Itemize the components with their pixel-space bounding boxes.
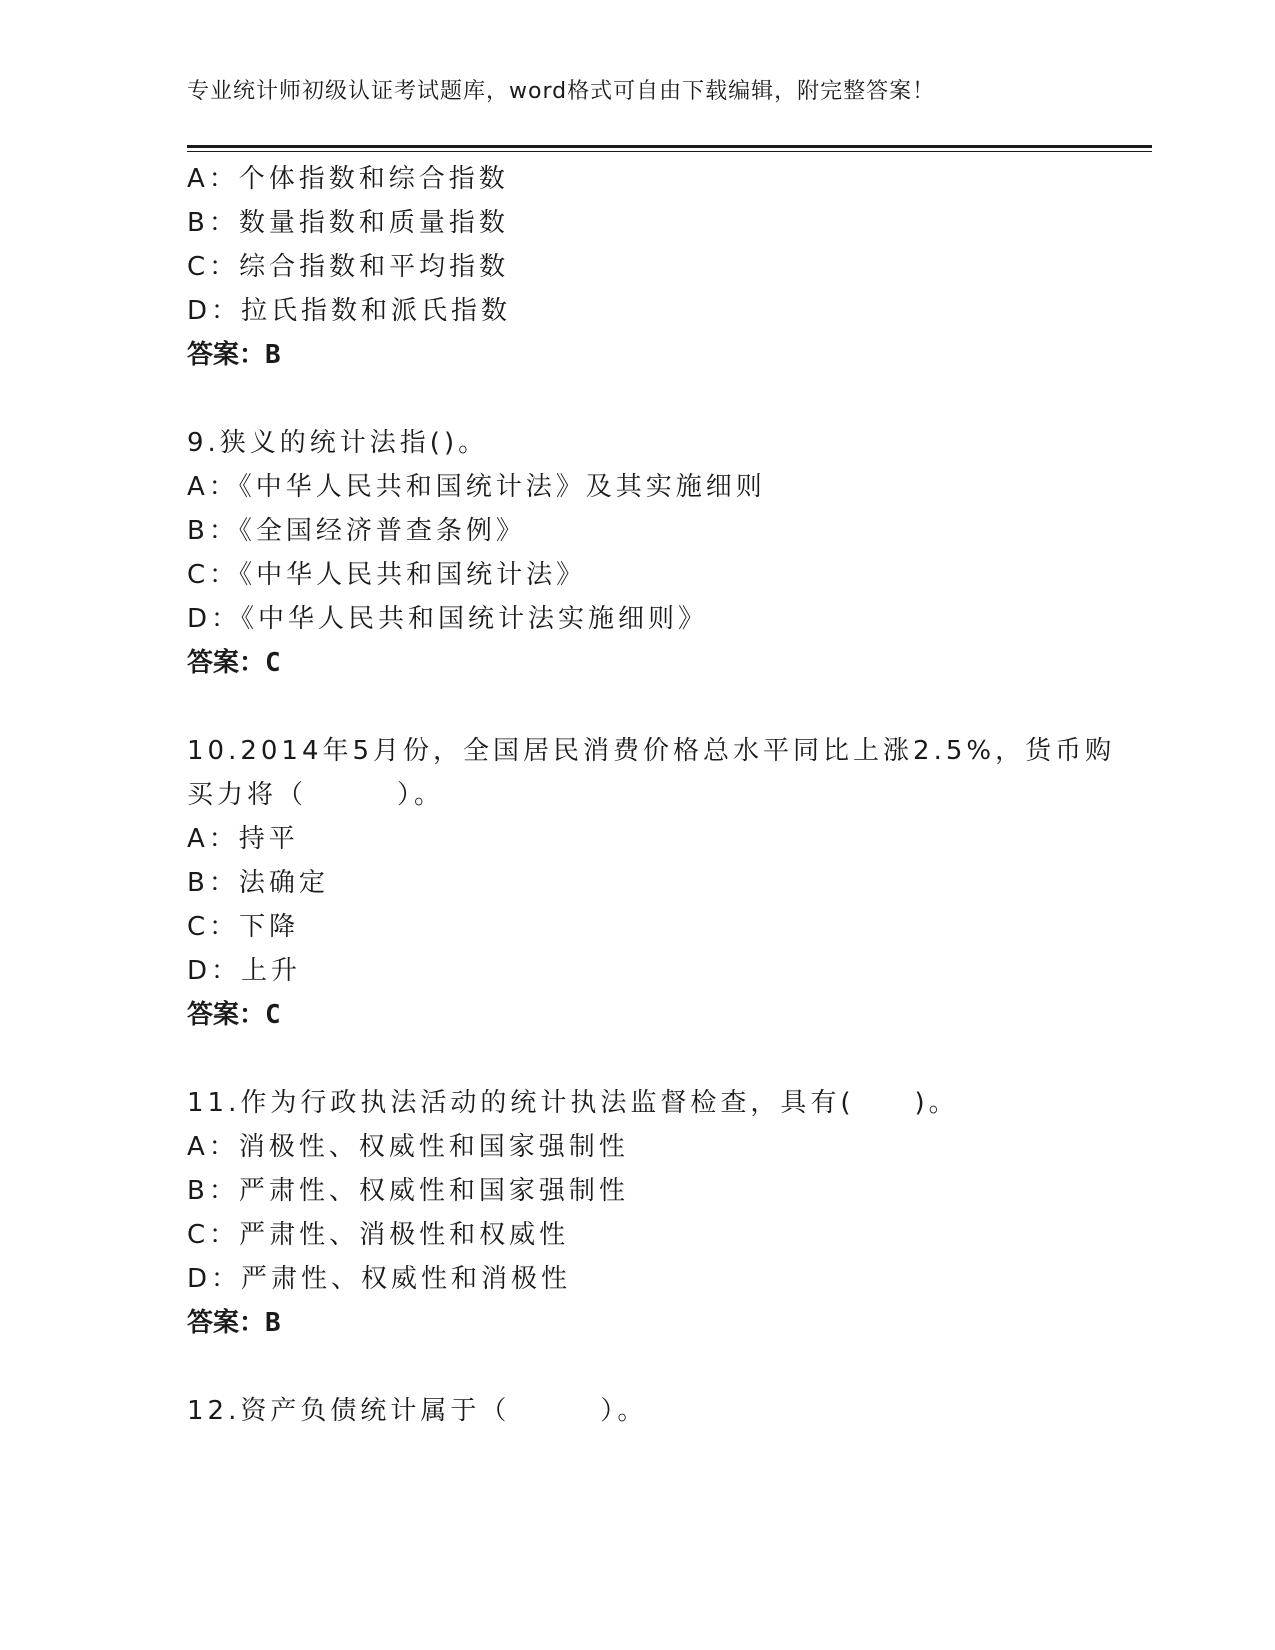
answer-label: 答案： bbox=[187, 340, 266, 370]
q8-answer bbox=[187, 338, 281, 372]
q11-option-b: B：严肃性、权威性和国家强制性 bbox=[187, 1176, 629, 1206]
q9-question: 9.狭义的统计法指()。 bbox=[187, 428, 489, 458]
q11-option-d: D：严肃性、权威性和消极性 bbox=[187, 1264, 572, 1294]
q8-option-d: D：拉氏指数和派氏指数 bbox=[187, 296, 512, 326]
q9-option-a: A：《中华人民共和国统计法》及其实施细则 bbox=[187, 472, 766, 502]
answer-value: B bbox=[265, 340, 281, 370]
page-header: 专业统计师初级认证考试题库，word格式可自由下载编辑，附完整答案！ bbox=[187, 79, 936, 104]
header-rule-thick bbox=[187, 145, 1152, 148]
q10-answer bbox=[187, 998, 281, 1032]
q9-option-b: B：《全国经济普查条例》 bbox=[187, 516, 526, 546]
q11-option-c: C：严肃性、消极性和权威性 bbox=[187, 1220, 570, 1250]
q10-question-line2: 买力将（ ）。 bbox=[187, 780, 445, 810]
answer-label: 答案： bbox=[187, 1308, 266, 1338]
q10-option-a: A：持平 bbox=[187, 824, 299, 854]
q9-option-d: D：《中华人民共和国统计法实施细则》 bbox=[187, 604, 709, 634]
q10-question-line1: 10.2014年5月份，全国居民消费价格总水平同比上涨2.5%，货币购 bbox=[187, 736, 1116, 766]
q11-answer bbox=[187, 1306, 281, 1340]
answer-value: C bbox=[265, 1000, 281, 1030]
q10-option-d: D：上升 bbox=[187, 956, 302, 986]
header-rule-thin bbox=[187, 151, 1152, 152]
q10-option-b: B：法确定 bbox=[187, 868, 329, 898]
q12-question: 12.资产负债统计属于（ ）。 bbox=[187, 1396, 648, 1426]
q11-option-a: A：消极性、权威性和国家强制性 bbox=[187, 1132, 629, 1162]
q8-option-c: C：综合指数和平均指数 bbox=[187, 252, 510, 282]
q8-option-b: B：数量指数和质量指数 bbox=[187, 208, 509, 238]
answer-label: 答案： bbox=[187, 648, 266, 678]
answer-label: 答案： bbox=[187, 1000, 266, 1030]
answer-value: B bbox=[265, 1308, 281, 1338]
answer-value: C bbox=[265, 648, 281, 678]
q10-option-c: C：下降 bbox=[187, 912, 300, 942]
q8-option-a: A：个体指数和综合指数 bbox=[187, 164, 509, 194]
q9-answer bbox=[187, 646, 281, 680]
q11-question: 11.作为行政执法活动的统计执法监督检查，具有( )。 bbox=[187, 1088, 959, 1118]
q9-option-c: C：《中华人民共和国统计法》 bbox=[187, 560, 587, 590]
